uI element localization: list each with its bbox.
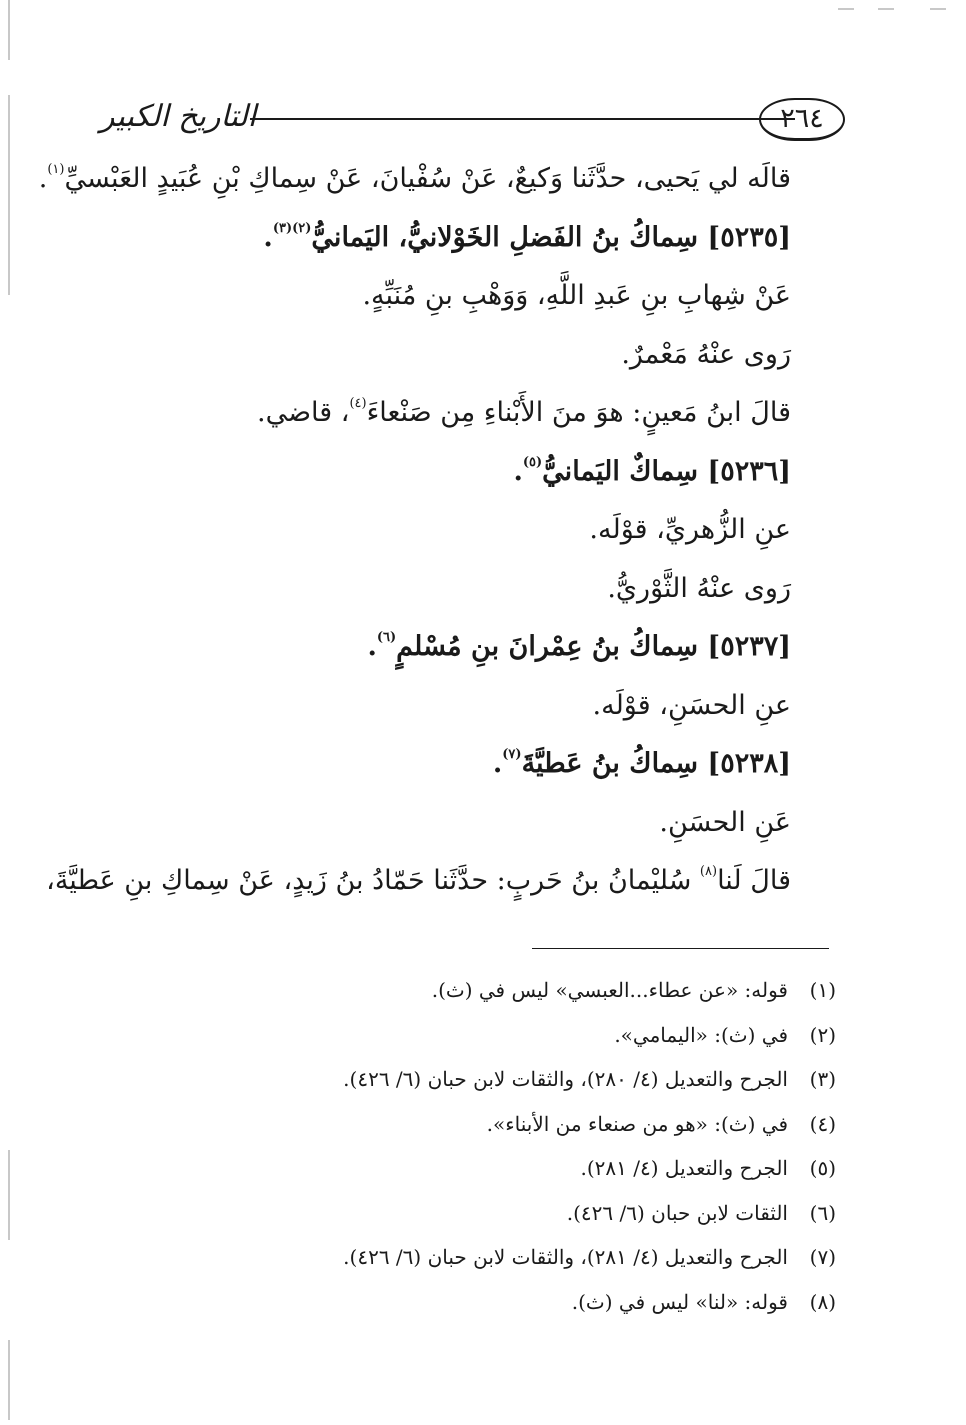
line-tail: . xyxy=(263,221,273,253)
text-line xyxy=(91,326,791,385)
text-line xyxy=(91,384,791,443)
footnote-number: (٣) xyxy=(809,1067,836,1091)
footnote xyxy=(136,1102,836,1147)
footnote-text: في (ث): «هو من صنعاء من الأبناء». xyxy=(486,1111,788,1136)
line-text: [٥٢٣٧] سِماكُ بنُ عِمْرانَ بنِ مُسْلمٍ xyxy=(396,631,791,662)
scan-edge-mark xyxy=(930,8,946,10)
footnote xyxy=(136,1013,836,1058)
footnote-number: (٧) xyxy=(809,1245,836,1269)
text-line xyxy=(91,501,791,560)
line-tail: ، قاضي. xyxy=(257,397,350,428)
footnote xyxy=(136,1191,836,1236)
line-tail: . xyxy=(513,455,523,487)
text-line xyxy=(91,267,791,326)
footnote-number: (١) xyxy=(809,978,836,1002)
footnote-number: (٤) xyxy=(809,1111,836,1136)
scan-edge-mark xyxy=(8,0,10,60)
footnote xyxy=(136,1235,836,1280)
line-text: عنِ الزُّهريِّ، قوْلَه. xyxy=(589,514,791,545)
footnote xyxy=(136,1146,836,1191)
footnote-marker[interactable]: (٧) xyxy=(502,747,522,762)
footnote xyxy=(136,968,836,1013)
footnote-marker[interactable]: (٢)(٣) xyxy=(272,220,312,236)
footnote-marker[interactable]: (٦) xyxy=(376,630,397,645)
entry-heading xyxy=(91,735,791,794)
footnote xyxy=(136,1057,836,1102)
book-title: التاريخ الكبير xyxy=(100,99,257,134)
line-text: قالَه لي يَحيى، حدَّثَنا وَكيعٌ، عَنْ سُفْيانَ، عَنْ سِماكِ بْنِ عُبَيدٍ العَبْسيِّ xyxy=(64,163,791,194)
entry-heading xyxy=(91,618,791,677)
text-line xyxy=(38,150,791,209)
page-header xyxy=(95,95,845,155)
line-text: [٥٢٣٦] سِماكٌ اليَمانيُّ xyxy=(542,455,791,487)
page-number: ٢٦٤ xyxy=(759,98,845,141)
footnote-marker[interactable]: (١) xyxy=(47,162,65,177)
footnote-number: (٦) xyxy=(809,1200,836,1225)
text-line xyxy=(91,794,791,853)
footnote-marker[interactable]: (٨) xyxy=(699,864,718,879)
scan-edge-mark xyxy=(8,1340,10,1420)
scan-edge-mark xyxy=(878,8,894,10)
text-line xyxy=(46,852,791,911)
line-text: عنِ الحسَنِ، قوْلَه. xyxy=(592,689,791,721)
line-text: رَوى عنْهُ الثَّوْريُّ. xyxy=(607,572,791,604)
line-text: قالَ ابنُ مَعينٍ: هوَ منَ الأَبْناءِ مِن صَنْعاءَ xyxy=(366,397,791,428)
line-text: [٥٢٣٨] سِماكُ بنُ عَطيَّةَ xyxy=(521,748,791,779)
footnote-text: الجرح والتعديل (٤/ ٢٨١). xyxy=(580,1156,788,1180)
footnote-number: (٥) xyxy=(809,1156,836,1180)
footnote-marker[interactable]: (٥) xyxy=(522,454,543,470)
line-text: قالَ لَنا xyxy=(717,865,791,896)
footnote-text: قوله: «عن عطاء...العبسي» ليس في (ث). xyxy=(431,978,788,1002)
line-tail: . xyxy=(367,631,377,662)
scan-edge-mark xyxy=(838,8,854,10)
entry-heading xyxy=(91,209,791,268)
footnotes xyxy=(136,968,836,1324)
line-tail: سُليْمانُ بنُ حَربٍ: حدَّثَنا حَمّادُ بنُ زَيدٍ، عَنْ سِماكِ بنِ عَطيَّةَ، xyxy=(46,865,700,896)
line-text: عَنِ الحسَنِ. xyxy=(659,806,791,838)
footnote-text: الثقات لابن حبان (٦/ ٤٢٦). xyxy=(566,1200,788,1225)
line-tail: . xyxy=(492,748,503,779)
line-text: عَنْ شِهابِ بنِ عَبدِ اللَّهِ، وَوَهْبِ بنِ مُنَبِّهٍ. xyxy=(362,280,791,311)
line-text: [٥٢٣٥] سِماكُ بنُ الفَضلِ الخَوْلانيُّ، اليَمانيُّ xyxy=(311,221,791,253)
footnote-marker[interactable]: (٤) xyxy=(349,396,367,411)
scan-edge-mark xyxy=(8,1150,10,1240)
text-line xyxy=(91,560,791,619)
entry-heading xyxy=(91,443,791,502)
line-text: رَوى عنْهُ مَعْمرٌ. xyxy=(621,338,791,370)
line-tail: . xyxy=(38,163,48,194)
main-text xyxy=(38,150,791,911)
footnote-number: (٢) xyxy=(809,1022,836,1047)
footnote-separator xyxy=(532,948,829,949)
footnote-text: في (ث): «اليمامي». xyxy=(614,1022,788,1047)
footnote-number: (٨) xyxy=(809,1289,836,1314)
footnote-text: قوله: «لنا» ليس في (ث). xyxy=(571,1289,788,1314)
footnote-text: الجرح والتعديل (٤/ ٢٨٠)، والثقات لابن حبان (٦/ ٤٢٦). xyxy=(343,1067,788,1091)
header-rule xyxy=(250,118,795,120)
footnote-text: الجرح والتعديل (٤/ ٢٨١)، والثقات لابن حبان (٦/ ٤٢٦). xyxy=(343,1245,788,1269)
scan-edge-mark xyxy=(8,95,10,295)
text-line xyxy=(91,677,791,736)
footnote xyxy=(136,1280,836,1325)
